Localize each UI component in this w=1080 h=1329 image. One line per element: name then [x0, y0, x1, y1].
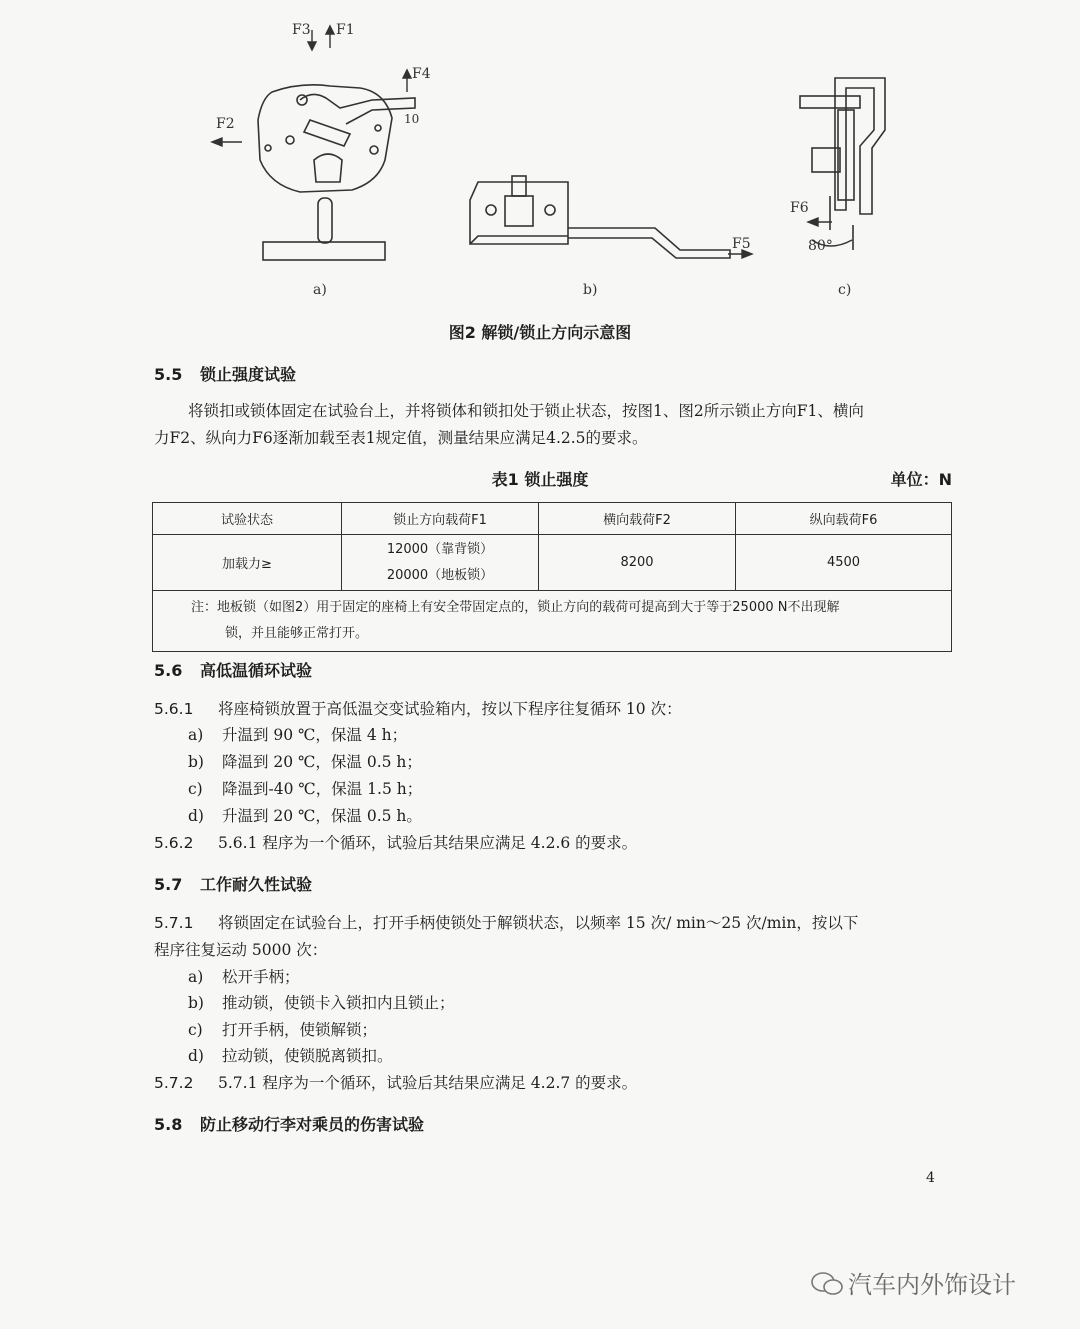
figure-caption: 图2 解锁/锁止方向示意图	[448, 323, 632, 342]
section-title: 锁止强度试验	[200, 365, 297, 384]
list-item-text: 升温到 20 ℃，保温 0.5 h。	[222, 807, 422, 825]
list-item-text: 推动锁，使锁卡入锁扣内且锁止；	[222, 994, 455, 1012]
section-5-5-heading	[154, 362, 296, 385]
list-item-label: b)	[188, 994, 204, 1012]
list-item	[188, 965, 300, 987]
list-item-text: 松开手柄；	[222, 968, 300, 986]
table-header: 横向载荷F2	[539, 503, 736, 535]
section-5-6-heading	[154, 658, 312, 681]
list-item-label: c)	[188, 780, 203, 798]
clause-text: 5.7.1 程序为一个循环，试验后其结果应满足 4.2.7 的要求。	[218, 1074, 638, 1092]
list-item	[188, 1018, 377, 1040]
clause-5-7-2	[154, 1071, 637, 1093]
force-f6-label: F6	[790, 200, 809, 216]
table-note-line2: 锁，并且能够正常打开。	[225, 626, 369, 641]
subfigure-c-label: c)	[838, 282, 852, 298]
clause-number: 5.6.1	[154, 700, 194, 718]
table-note	[153, 591, 952, 652]
f1-value-backrest: 12000（靠背锁）	[386, 541, 494, 557]
list-item	[188, 804, 422, 826]
list-item	[188, 991, 455, 1013]
latch-drawing-b	[470, 176, 730, 258]
table-header: 纵向载荷F6	[736, 503, 952, 535]
table-cell-f1	[342, 535, 539, 591]
list-item-label: a)	[188, 968, 204, 986]
force-f3-label: F3	[292, 22, 311, 38]
clause-text: 5.6.1 程序为一个循环，试验后其结果应满足 4.2.6 的要求。	[218, 834, 638, 852]
figure-2-drawings	[0, 0, 1080, 310]
f4-dimension-label: 10	[404, 112, 420, 126]
section-title: 高低温循环试验	[200, 661, 313, 680]
list-item-label: d)	[188, 1047, 204, 1065]
table-row-label: 加载力≥	[153, 535, 342, 591]
list-item-label: a)	[188, 726, 204, 744]
list-item	[188, 1044, 393, 1066]
section-number: 5.7	[154, 875, 183, 894]
force-f5-label: F5	[732, 236, 751, 252]
lock-strength-table	[152, 502, 952, 652]
subfigure-b-label: b)	[583, 282, 598, 298]
table-note-line1: 注：地板锁（如图2）用于固定的座椅上有安全带固定点的，锁止方向的载荷可提高到大于等于25000 N不出现解	[191, 600, 840, 615]
section-5-7-heading	[154, 872, 312, 895]
list-item-text: 拉动锁，使锁脱离锁扣。	[222, 1047, 393, 1065]
f1-value-floor: 20000（地板锁）	[386, 567, 494, 583]
table-header: 试验状态	[153, 503, 342, 535]
list-item	[188, 777, 422, 799]
angle-label: 80°	[808, 238, 833, 254]
section-number: 5.8	[154, 1115, 183, 1134]
clause-5-6-1	[154, 697, 682, 719]
table-unit: 单位：N	[890, 470, 952, 489]
list-item-text: 打开手柄，使锁解锁；	[222, 1021, 378, 1039]
list-item-label: d)	[188, 807, 204, 825]
table-header: 锁止方向载荷F1	[342, 503, 539, 535]
clause-number: 5.6.2	[154, 834, 194, 852]
clause-5-7-1-cont: 程序往复运动 5000 次：	[154, 941, 328, 959]
clause-5-6-2	[154, 831, 637, 853]
force-f2-label: F2	[216, 116, 235, 132]
clause-text: 将锁固定在试验台上，打开手柄使锁处于解锁状态，以频率 15 次/ min～25 次/min，按以下	[218, 914, 859, 932]
table-cell-f2: 8200	[539, 535, 736, 591]
chat-bubble-icon	[810, 1270, 844, 1298]
clause-number: 5.7.2	[154, 1074, 194, 1092]
list-item	[188, 723, 407, 745]
section-5-8-heading	[154, 1112, 424, 1135]
section-5-5-para-line1: 将锁扣或锁体固定在试验台上，并将锁体和锁扣处于锁止状态，按图1、图2所示锁止方向F1、横向	[188, 402, 864, 420]
list-item-text: 降温到 20 ℃，保温 0.5 h；	[222, 753, 422, 771]
list-item-text: 升温到 90 ℃，保温 4 h；	[222, 726, 408, 744]
clause-number: 5.7.1	[154, 914, 194, 932]
section-number: 5.5	[154, 365, 183, 384]
page-number: 4	[926, 1170, 935, 1186]
section-5-5-para-line2: 力F2、纵向力F6逐渐加载至表1规定值，测量结果应满足4.2.5的要求。	[154, 429, 648, 447]
section-title: 防止移动行李对乘员的伤害试验	[200, 1115, 425, 1134]
subfigure-a-label: a)	[313, 282, 327, 298]
force-f4-label: F4	[412, 66, 431, 82]
table-cell-f6: 4500	[736, 535, 952, 591]
watermark	[810, 1265, 1016, 1300]
watermark-text: 汽车内外饰设计	[848, 1271, 1016, 1299]
section-title: 工作耐久性试验	[200, 875, 313, 894]
section-number: 5.6	[154, 661, 183, 680]
list-item	[188, 750, 422, 772]
table-title: 表1 锁止强度	[491, 470, 589, 489]
latch-drawing-a	[258, 85, 415, 260]
list-item-label: b)	[188, 753, 204, 771]
list-item-text: 降温到-40 ℃，保温 1.5 h；	[222, 780, 423, 798]
clause-5-7-1	[154, 911, 858, 933]
clause-text: 将座椅锁放置于高低温交变试验箱内，按以下程序往复循环 10 次：	[218, 700, 682, 718]
force-f1-label: F1	[336, 22, 355, 38]
list-item-label: c)	[188, 1021, 203, 1039]
